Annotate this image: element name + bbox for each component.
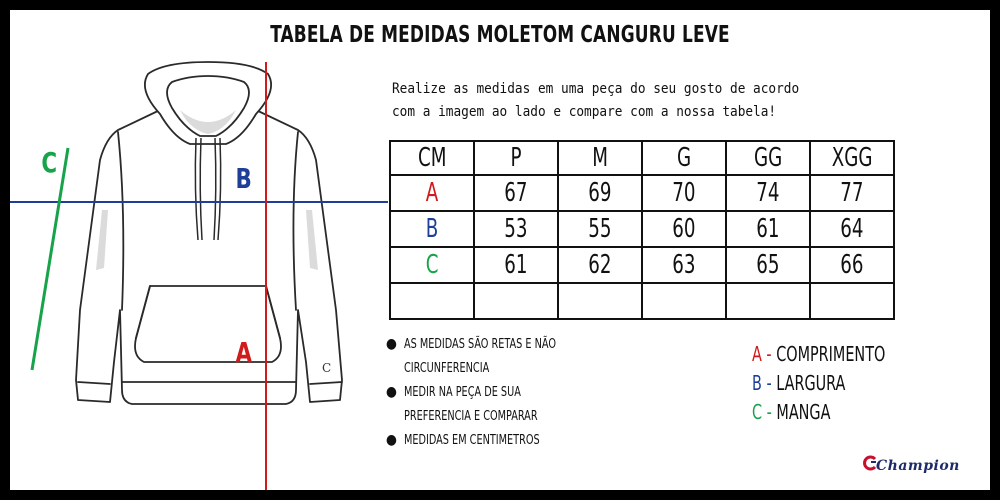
text-segment: 61 xyxy=(504,250,528,280)
measure-line-c xyxy=(32,148,68,370)
bullet-icon: ● xyxy=(386,336,397,352)
table-cell xyxy=(726,175,810,211)
header-cell xyxy=(810,141,894,175)
text-segment: A xyxy=(425,178,439,208)
text-segment: M xyxy=(592,143,608,173)
table-cell xyxy=(726,247,810,283)
diagram-label-c: C xyxy=(41,146,58,179)
text-segment: 67 xyxy=(504,178,528,208)
text-segment: 65 xyxy=(756,250,780,280)
svg-text:C: C xyxy=(322,361,332,375)
text-segment: 61 xyxy=(756,214,780,244)
text-segment: GG xyxy=(753,143,783,173)
intro-line: Realize as medidas em uma peça do seu gosto de acordo xyxy=(392,81,800,97)
text-segment: CIRCUNFERENCIA xyxy=(404,360,490,376)
text-segment xyxy=(752,340,885,369)
text-segment: - xyxy=(762,400,777,424)
legend-item-c xyxy=(752,398,919,427)
text-segment: COMPRIMENTO xyxy=(776,342,886,366)
list-item xyxy=(386,356,594,380)
text-segment: B xyxy=(752,371,762,395)
list-item xyxy=(386,428,594,452)
text-segment: 74 xyxy=(756,178,780,208)
bullet-icon: ● xyxy=(386,432,397,448)
text-segment: XGG xyxy=(831,143,873,173)
text-segment: 66 xyxy=(840,250,864,280)
legend-item-b xyxy=(752,369,919,398)
table-row xyxy=(390,211,894,247)
table-cell xyxy=(642,175,726,211)
champion-logo xyxy=(862,455,960,475)
diagram-label-a: A xyxy=(235,336,253,369)
text-segment: 63 xyxy=(672,250,696,280)
bullet-icon: ● xyxy=(386,384,397,400)
header-cell xyxy=(726,141,810,175)
intro-text xyxy=(392,78,800,124)
notes-list xyxy=(386,332,594,452)
intro-line: com a imagem ao lado e compare com a nossa tabela! xyxy=(392,104,777,120)
text-segment: 62 xyxy=(588,250,612,280)
table-row-empty xyxy=(390,283,894,319)
hoodie-diagram xyxy=(10,10,390,490)
text-segment: CM xyxy=(417,143,447,173)
table-cell xyxy=(474,283,558,319)
text-segment: 53 xyxy=(504,214,528,244)
header-cell xyxy=(474,141,558,175)
legend xyxy=(752,340,919,427)
table-cell xyxy=(558,175,642,211)
text-segment: 60 xyxy=(672,214,696,244)
table-cell xyxy=(558,247,642,283)
table-row xyxy=(390,247,894,283)
table-cell xyxy=(810,247,894,283)
table-cell xyxy=(810,283,894,319)
table-cell xyxy=(642,247,726,283)
diagram-label-b: B xyxy=(235,162,252,195)
table-cell xyxy=(726,211,810,247)
logo-wordmark: Champion xyxy=(876,458,960,474)
row-label-c xyxy=(390,247,474,283)
text-segment: - xyxy=(761,371,777,395)
text-segment xyxy=(752,398,830,427)
table-cell xyxy=(726,283,810,319)
text-segment: - xyxy=(761,342,777,366)
text-segment: 55 xyxy=(588,214,612,244)
table-cell xyxy=(558,211,642,247)
text-segment: P xyxy=(510,143,522,173)
text-segment: 70 xyxy=(672,178,696,208)
size-chart-canvas xyxy=(10,10,990,490)
list-item xyxy=(386,404,594,428)
text-segment: 77 xyxy=(840,178,864,208)
text-segment: A xyxy=(752,342,762,366)
text-segment: 69 xyxy=(588,178,612,208)
text-segment xyxy=(752,369,845,398)
table-cell xyxy=(642,211,726,247)
table-header-row xyxy=(390,141,894,175)
table-cell xyxy=(390,283,474,319)
text-segment: AS MEDIDAS SÃO RETAS E NÃO xyxy=(404,336,556,352)
text-segment: MEDIR NA PEÇA DE SUA xyxy=(404,384,521,400)
table-cell xyxy=(558,283,642,319)
row-label-b xyxy=(390,211,474,247)
text-segment: LARGURA xyxy=(776,371,846,395)
text-segment: G xyxy=(676,143,692,173)
table-cell xyxy=(810,175,894,211)
header-cell xyxy=(390,141,474,175)
size-table xyxy=(389,140,895,320)
table-cell xyxy=(642,283,726,319)
table-cell xyxy=(474,175,558,211)
table-cell xyxy=(474,211,558,247)
header-cell xyxy=(642,141,726,175)
list-item xyxy=(386,332,594,356)
text-segment: MEDIDAS EM CENTIMETROS xyxy=(404,432,540,448)
text-segment: PREFERENCIA E COMPARAR xyxy=(404,408,538,424)
legend-item-a xyxy=(752,340,919,369)
page-title: TABELA DE MEDIDAS MOLETOM CANGURU LEVE xyxy=(270,22,730,48)
text-segment: MANGA xyxy=(776,400,831,424)
table-row xyxy=(390,175,894,211)
table-cell xyxy=(810,211,894,247)
table-cell xyxy=(474,247,558,283)
row-label-a xyxy=(390,175,474,211)
list-item xyxy=(386,380,594,404)
text-segment: C xyxy=(752,400,763,424)
text-segment: 64 xyxy=(840,214,864,244)
text-segment: C xyxy=(425,250,439,280)
header-cell xyxy=(558,141,642,175)
text-segment: B xyxy=(425,214,439,244)
